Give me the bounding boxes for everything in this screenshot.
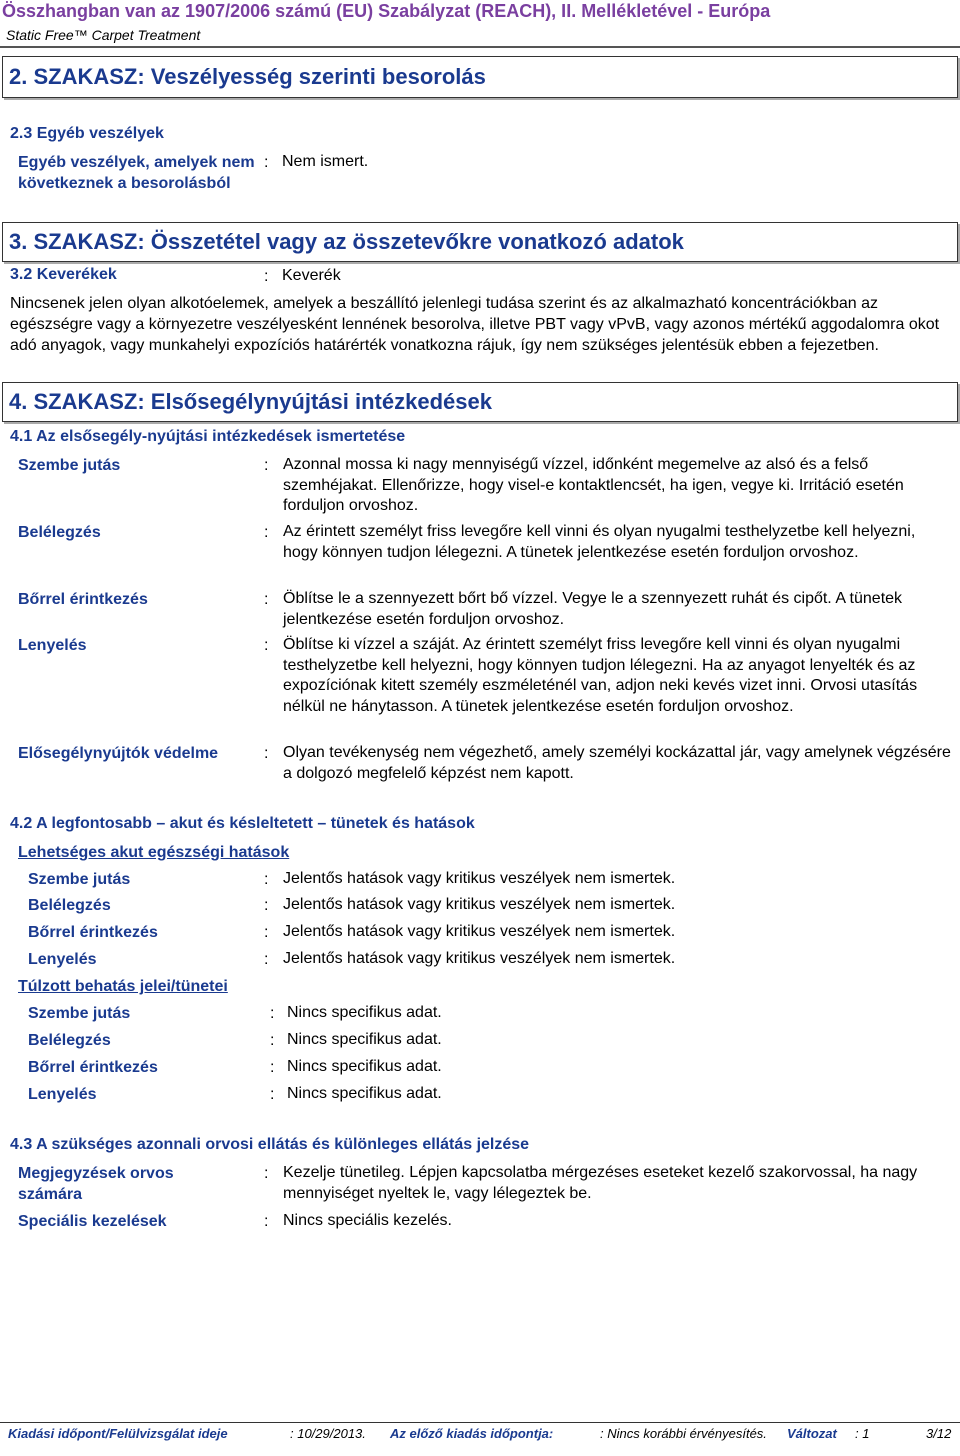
colon: : — [270, 1059, 275, 1076]
overexposure-label: Lenyelés — [28, 1086, 97, 1103]
subsection-4-2: 4.2 A legfontosabb – akut és késleltetett – tünetek és hatások — [10, 815, 475, 832]
special-treatment-label: Speciális kezelések — [18, 1213, 167, 1230]
colon: : — [264, 524, 269, 541]
overexposure-label: Belélegzés — [28, 1032, 111, 1049]
mixtures-label: 3.2 Keverékek — [10, 266, 117, 283]
overexposure-value: Nincs specifikus adat. — [287, 1058, 442, 1075]
colon: : — [264, 745, 269, 762]
colon: : — [264, 637, 269, 654]
measure-label: Lenyelés — [18, 637, 87, 654]
acute-value: Jelentős hatások vagy kritikus veszélyek nem ismertek. — [283, 923, 676, 940]
overexposure-label: Bőrrel érintkezés — [28, 1059, 158, 1076]
acute-label: Belélegzés — [28, 897, 111, 914]
colon: : — [270, 1005, 275, 1022]
previous-date-value: : Nincs korábbi érvényesítés. — [600, 1426, 767, 1441]
previous-date-label: Az előző kiadás időpontja: — [390, 1426, 554, 1441]
measure-label: Belélegzés — [18, 524, 101, 541]
document-header-title: Összhangban van az 1907/2006 számú (EU) Szabályzat (REACH), II. Mellékletével - Európa — [2, 1, 771, 21]
section-4-title: 4. SZAKASZ: Elsősegélynyújtási intézkedések — [2, 382, 958, 422]
acute-label: Bőrrel érintkezés — [28, 924, 158, 941]
other-hazards-label: Egyéb veszélyek, amelyek nem következnek a besorolásból — [18, 154, 255, 192]
doctor-notes-value: Kezelje tünetileg. Lépjen kapcsolatba mérgezéses eseteket kezelő szakorvossal, ha nagy mennyiséget nyeltek le, vagy lélegeztek be. — [283, 1164, 918, 1202]
acute-label: Szembe jutás — [28, 871, 131, 888]
colon: : — [264, 457, 269, 474]
acute-value: Jelentős hatások vagy kritikus veszélyek nem ismertek. — [283, 950, 676, 967]
measure-value: Öblítse le a szennyezett bőrt bő vízzel. Vegye le a szennyezett ruhát és cipőt. A tünetek jelentkezése esetén forduljon orvoshoz. — [283, 590, 903, 628]
colon: : — [264, 951, 269, 968]
other-hazards-value: Nem ismert. — [282, 153, 369, 170]
overexposure-label: Szembe jutás — [28, 1005, 131, 1022]
measure-label: Szembe jutás — [18, 457, 121, 474]
doctor-notes-label: Megjegyzések orvos számára — [18, 1165, 174, 1203]
special-treatment-value: Nincs speciális kezelés. — [283, 1212, 452, 1229]
measure-value: Olyan tevékenység nem végezhető, amely személyi kockázattal jár, vagy amelynek végzésére a dolgozó megfelelő képzést nem kapott. — [283, 744, 951, 782]
colon: : — [264, 871, 269, 888]
colon: : — [264, 1213, 269, 1230]
issue-date-value: : 10/29/2013. — [290, 1426, 366, 1441]
subsection-2-3: 2.3 Egyéb veszélyek — [10, 125, 164, 142]
acute-value: Jelentős hatások vagy kritikus veszélyek nem ismertek. — [283, 870, 676, 887]
measure-value: Öblítse ki vízzel a száját. Az érintett személyt friss levegőre kell vinni és olyan nyugalmi testhelyzetbe kell helyezni, hogy könnyen tudjon lélegezni. Ha az anyagot lenyelték és az expozíciónak kitett személy eszméleténél van, adjon neki kevés vizet inni. Orvosi utasítás nélkül ne hánytasson. A tünetek jelentkezése esetén forduljon orvoshoz. — [283, 636, 918, 715]
colon: : — [264, 154, 269, 171]
subsection-4-3: 4.3 A szükséges azonnali orvosi ellátás és különleges ellátás jelzése — [10, 1136, 530, 1153]
version-label: Változat — [787, 1426, 837, 1441]
colon: : — [264, 268, 269, 285]
mixtures-value: Keverék — [282, 267, 341, 284]
measure-label: Elősegélynyújtók védelme — [18, 745, 219, 762]
acute-effects-heading: Lehetséges akut egészségi hatások — [18, 844, 290, 861]
colon: : — [264, 1165, 269, 1182]
section-2-title: 2. SZAKASZ: Veszélyesség szerinti besorolás — [2, 56, 958, 98]
section-3-paragraph: Nincsenek jelen olyan alkotóelemek, amelyek a beszállító jelenlegi tudása szerint és az alkalmazható koncentrációkban az egészségre vagy a környezetre veszélyesként lennének besorolva, illetve PBT vagy vPvB, vagy azonos mértékű aggodalomra okot adó anyagok, vagy munkahelyi expozíciós határérték vonatkozna rájuk, így nem szükséges jelentésük ebben a fejezetben. — [10, 295, 940, 355]
overexposure-value: Nincs specifikus adat. — [287, 1085, 442, 1102]
colon: : — [270, 1086, 275, 1103]
measure-value: Azonnal mossa ki nagy mennyiségű vízzel, időnként megemelve az alsó és a felső szemhéjakat. Ellenőrizze, hogy visel-e kontaktlencsét, ha igen, vegye ki. Irritáció esetén forduljon orvoshoz. — [283, 456, 904, 514]
version-value: : 1 — [855, 1426, 870, 1441]
acute-value: Jelentős hatások vagy kritikus veszélyek nem ismertek. — [283, 896, 676, 913]
issue-date-label: Kiadási időpont/Felülvizsgálat ideje — [8, 1426, 228, 1441]
colon: : — [270, 1032, 275, 1049]
colon: : — [264, 924, 269, 941]
colon: : — [264, 897, 269, 914]
overexposure-value: Nincs specifikus adat. — [287, 1004, 442, 1021]
overexposure-heading: Túlzott behatás jelei/tünetei — [18, 978, 228, 995]
measure-value: Az érintett személyt friss levegőre kell vinni és olyan nyugalmi testhelyzetbe kell helyezni, hogy könnyen tudjon lélegezni. A tünetek jelentkezése esetén forduljon orvoshoz. — [283, 523, 916, 561]
page-number: 3/12 — [926, 1426, 952, 1441]
overexposure-value: Nincs specifikus adat. — [287, 1031, 442, 1048]
subsection-4-1: 4.1 Az elsősegély-nyújtási intézkedések ismertetése — [10, 428, 406, 445]
product-name: Static Free™ Carpet Treatment — [0, 22, 960, 48]
acute-label: Lenyelés — [28, 951, 97, 968]
section-3-title: 3. SZAKASZ: Összetétel vagy az összetevőkre vonatkozó adatok — [2, 222, 958, 262]
page-footer — [0, 1422, 960, 1448]
measure-label: Bőrrel érintkezés — [18, 591, 148, 608]
colon: : — [264, 591, 269, 608]
